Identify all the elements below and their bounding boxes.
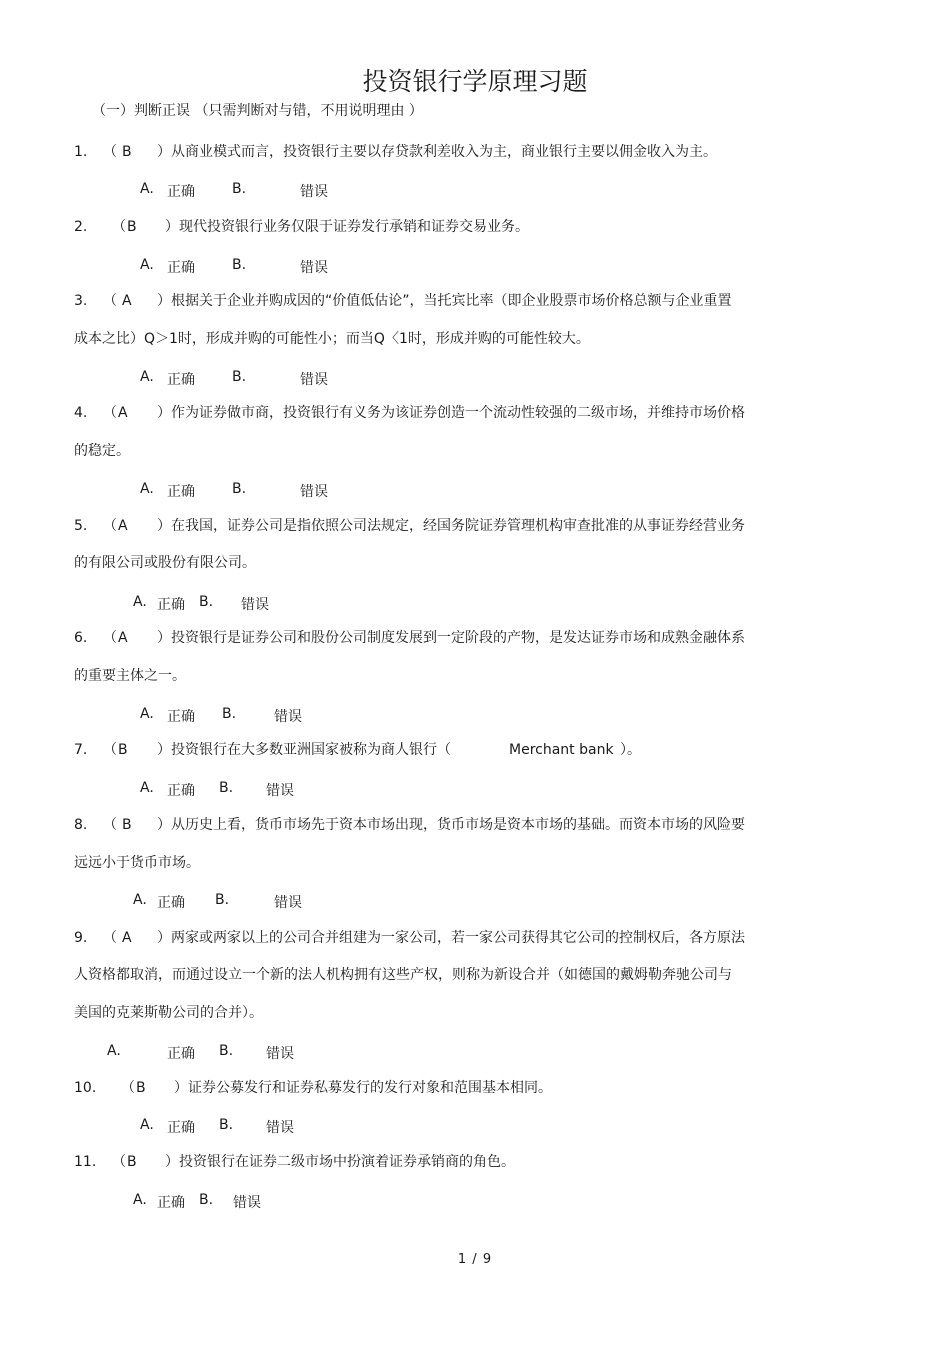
option-a-text: 正确 — [167, 484, 195, 500]
option-a-label: A. — [140, 706, 154, 722]
question-text-cont: 成本之比）Q＞1时，形成并购的可能性小；而当Q〈1时，形成并购的可能性较大。 — [74, 331, 590, 347]
answer-paren-open: （ — [103, 293, 117, 309]
page-title: 投资银行学原理习题 — [362, 67, 588, 96]
option-b-text: 错误 — [300, 484, 328, 500]
question-text-cont: 美国的克莱斯勒公司的合并）。 — [74, 1005, 263, 1021]
option-b-label: B. — [199, 1192, 214, 1208]
question-number: 10. — [74, 1080, 97, 1096]
option-b-text: 错误 — [300, 260, 328, 276]
option-a-text: 正确 — [167, 1046, 195, 1062]
option-b-label: B. — [219, 1043, 234, 1059]
option-b-text: 错误 — [274, 895, 302, 911]
answer-letter: B — [127, 219, 137, 235]
answer-paren-open: （ — [103, 144, 117, 160]
question-text: ）从商业模式而言，投资银行主要以存贷款利差收入为主，商业银行主要以佣金收入为主。 — [157, 144, 717, 160]
answer-letter: A — [118, 405, 128, 421]
answer-letter: B — [122, 817, 132, 833]
question-number: 6. — [74, 630, 88, 646]
option-b-text: 错误 — [300, 372, 328, 388]
answer-paren-open: （ — [103, 742, 117, 758]
option-b-label: B. — [232, 369, 247, 385]
answer-paren-open: （ — [103, 518, 117, 534]
answer-paren-open: （ — [103, 630, 117, 646]
option-b-text: 错误 — [266, 783, 294, 799]
question-text: ）投资银行在大多数亚洲国家被称为商人银行（ — [157, 742, 451, 758]
option-a-text: 正确 — [167, 1120, 195, 1136]
question-text: ）证券公募发行和证券私募发行的发行对象和范围基本相同。 — [174, 1080, 552, 1096]
option-a-text: 正确 — [157, 895, 185, 911]
question-number: 2. — [74, 219, 88, 235]
question-text: ）投资银行是证券公司和股份公司制度发展到一定阶段的产物，是发达证券市场和成熟金融体系 — [157, 630, 745, 646]
answer-paren-open: （ — [121, 1080, 135, 1096]
option-a-label: A. — [133, 1192, 147, 1208]
question-text: ）从历史上看，货币市场先于资本市场出现，货币市场是资本市场的基础。而资本市场的风险要 — [157, 817, 745, 833]
option-b-text: 错误 — [233, 1195, 261, 1211]
answer-letter: B — [127, 1154, 137, 1170]
option-b-label: B. — [232, 257, 247, 273]
option-b-label: B. — [232, 481, 247, 497]
answer-letter: A — [118, 518, 128, 534]
option-a-text: 正确 — [167, 184, 195, 200]
option-a-label: A. — [140, 1117, 154, 1133]
question-number: 7. — [74, 742, 88, 758]
question-text-cont: 人资格都取消，而通过设立一个新的法人机构拥有这些产权，则称为新设合并（如德国的戴姆勒奔驰公司与 — [74, 967, 732, 983]
answer-letter: B — [118, 742, 128, 758]
answer-paren-open: （ — [103, 930, 117, 946]
question-number: 11. — [74, 1154, 97, 1170]
option-a-text: 正确 — [167, 372, 195, 388]
question-text: ）两家或两家以上的公司合并组建为一家公司，若一家公司获得其它公司的控制权后，各方原法 — [157, 930, 745, 946]
question-number: 5. — [74, 518, 88, 534]
question-number: 8. — [74, 817, 88, 833]
english-term: Merchant bank — [509, 742, 614, 758]
question-text: ）作为证券做市商，投资银行有义务为该证券创造一个流动性较强的二级市场，并维持市场价格 — [157, 405, 745, 421]
answer-letter: B — [122, 144, 132, 160]
question-text-cont: 远远小于货币市场。 — [74, 855, 200, 871]
option-a-label: A. — [140, 257, 154, 273]
option-b-text: 错误 — [241, 597, 269, 613]
option-a-text: 正确 — [167, 709, 195, 725]
question-number: 3. — [74, 293, 88, 309]
answer-letter: A — [122, 293, 132, 309]
question-text: ）根据关于企业并购成因的“价值低估论”，当托宾比率（即企业股票市场价格总额与企业重置 — [157, 293, 732, 309]
option-a-text: 正确 — [157, 1195, 185, 1211]
question-text-cont: 的有限公司或股份有限公司。 — [74, 555, 256, 571]
option-b-text: 错误 — [266, 1120, 294, 1136]
section-heading: （一）判断正误 （只需判断对与错，不用说明理由 ） — [92, 103, 423, 119]
option-a-label: A. — [140, 780, 154, 796]
question-text-cont: 的重要主体之一。 — [74, 668, 186, 684]
answer-letter: B — [136, 1080, 146, 1096]
question-number: 1. — [74, 144, 88, 160]
option-b-label: B. — [222, 706, 237, 722]
option-a-text: 正确 — [167, 260, 195, 276]
option-a-label: A. — [107, 1043, 121, 1059]
option-a-label: A. — [140, 481, 154, 497]
option-b-label: B. — [219, 780, 234, 796]
option-b-text: 错误 — [300, 184, 328, 200]
option-b-label: B. — [215, 892, 230, 908]
option-b-label: B. — [219, 1117, 234, 1133]
option-a-text: 正确 — [167, 783, 195, 799]
page-number: 1 / 9 — [457, 1252, 493, 1267]
option-b-text: 错误 — [266, 1046, 294, 1062]
option-a-label: A. — [140, 369, 154, 385]
question-text-cont: 的稳定。 — [74, 443, 130, 459]
option-b-label: B. — [199, 594, 214, 610]
question-text: ）投资银行在证券二级市场中扮演着证券承销商的角色。 — [165, 1154, 515, 1170]
option-a-label: A. — [140, 181, 154, 197]
option-b-label: B. — [232, 181, 247, 197]
answer-letter: A — [122, 930, 132, 946]
answer-paren-open: （ — [103, 405, 117, 421]
answer-paren-open: （ — [112, 219, 126, 235]
answer-paren-open: （ — [103, 817, 117, 833]
option-a-label: A. — [133, 892, 147, 908]
question-text-end: ）。 — [620, 742, 641, 758]
question-number: 9. — [74, 930, 88, 946]
answer-letter: A — [118, 630, 128, 646]
option-a-text: 正确 — [157, 597, 185, 613]
question-text: ）现代投资银行业务仅限于证券发行承销和证券交易业务。 — [165, 219, 529, 235]
option-b-text: 错误 — [274, 709, 302, 725]
question-text: ）在我国，证券公司是指依照公司法规定，经国务院证券管理机构审查批准的从事证券经营业务 — [157, 518, 745, 534]
question-number: 4. — [74, 405, 88, 421]
answer-paren-open: （ — [112, 1154, 126, 1170]
option-a-label: A. — [133, 594, 147, 610]
